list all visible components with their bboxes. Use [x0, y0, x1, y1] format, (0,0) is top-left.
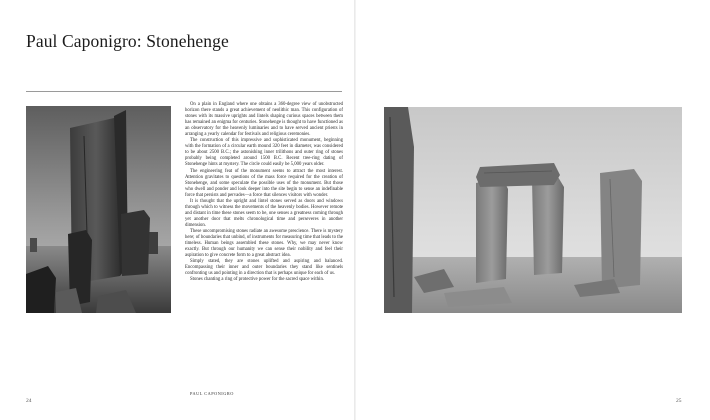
standing-stones-photo: [26, 106, 171, 313]
trilithon-image: [384, 107, 682, 313]
trilithon-photo: [384, 107, 682, 313]
essay-column: [185, 102, 343, 283]
essay-paragraph: It is thought that the upright and lintel stones served as doors and windows through which to witness the movements of the heavenly bodies. However remote and distant in time these stones seem to be, one senses a greatness coming through yet another door that melts chronological time and perseveres in another dimension.: [185, 198, 343, 228]
standing-stones-image: [26, 106, 171, 313]
essay-paragraph: The construction of this impressive and sophisticated monument, beginning with the formation of a circular earth mound 320 feet in diameter, was considered to be about 2500 B.C.; the astonishing inner trilithons and outer ring of stones probably being completed around 1500 B.C. Recent tree-ring dating of Stonehenge hints at mystery. The circle could easily be 5,000 years older.: [185, 138, 343, 168]
book-gutter: [354, 0, 356, 420]
essay-paragraph: The engineering feat of the monument seems to attract the most interest. Attention gravitates to questions of the mass force required for the creation of Stonehenge, and some speculate the possible uses of the monument. But those who dwell and ponder and look deeper into the site begin to sense an indefinable force that persists and pervades—a force that silences visitors with wonder.: [185, 168, 343, 198]
essay-paragraph: On a plain in England where one obtains a 360-degree view of unobstructed horizon there stands a great achievement of neolithic man. This configuration of stones with its massive uprights and lintels shaping curious spaces between them has remained an enigma for centuries. Stonehenge is thought to have functioned as an observatory for the heavenly luminaries and to have served ancient priests in arranging a yearly calendar for festivals and religious ceremonies.: [185, 102, 343, 138]
author-signature: PAUL CAPONIGRO: [190, 391, 234, 396]
title-rule: [26, 91, 342, 92]
page-number-right: 25: [676, 398, 682, 404]
essay-paragraph: Stones chanting a ring of protective power for the sacred space within.: [190, 277, 325, 283]
page-number-left: 24: [26, 398, 32, 404]
essay-paragraph: These uncompromising stones radiate an awesome prescience. There is mystery here; of boundaries that unbind, of instruments for measuring time that leads to the timeless. Human beings assembled these stones. Why, we may never know exactly. But through our humanity we can sense their nobility and feel their aspiration to give concrete form to a great abstract idea.: [185, 228, 343, 259]
page-title: Paul Caponigro: Stonehenge: [26, 31, 229, 51]
essay-paragraph: Simply stated, they are stones uplifted and aspiring and balanced. Encompassing their inner and outer boundaries they stand like sentinels confronting us and pointing in a direction that is perhaps unique for each of us.: [185, 259, 343, 277]
